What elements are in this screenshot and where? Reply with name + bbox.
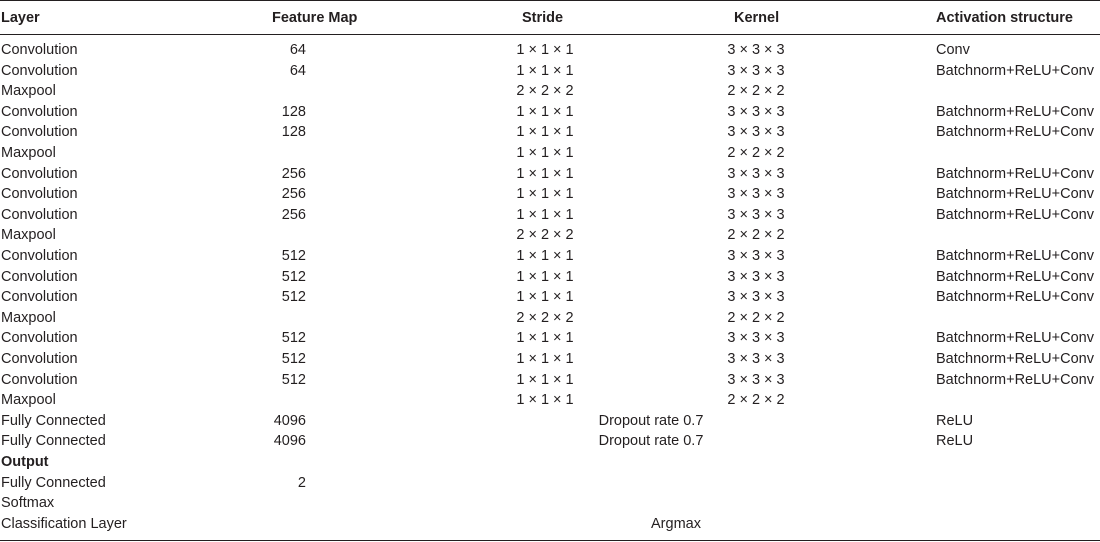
cell-merged-stride-kernel: Dropout rate 0.7 xyxy=(598,412,704,429)
cell-stride: 2 × 2 × 2 xyxy=(516,309,574,326)
cell-kernel: 3 × 3 × 3 xyxy=(727,371,785,388)
cell-merged-stride-kernel: Dropout rate 0.7 xyxy=(598,433,704,450)
cell-kernel: 3 × 3 × 3 xyxy=(727,124,785,141)
cell-kernel: 3 × 3 × 3 xyxy=(727,62,785,79)
cell-layer: Convolution xyxy=(1,289,78,306)
table-row xyxy=(0,40,1100,61)
cell-activation-structure: Batchnorm+ReLU+Conv xyxy=(936,268,1094,285)
cell-layer: Convolution xyxy=(1,206,78,223)
cell-stride: 1 × 1 × 1 xyxy=(516,206,574,223)
cell-activation-structure: ReLU xyxy=(936,433,974,450)
top-rule xyxy=(0,0,1100,1)
cell-activation-structure: Batchnorm+ReLU+Conv xyxy=(936,289,1094,306)
table-row xyxy=(0,267,1100,288)
table-row xyxy=(0,411,1100,432)
table-row xyxy=(0,102,1100,123)
cell-layer: Fully Connected xyxy=(1,474,106,491)
cell-layer: Maxpool xyxy=(1,392,56,409)
cell-stride: 1 × 1 × 1 xyxy=(516,42,574,58)
cell-kernel: 3 × 3 × 3 xyxy=(727,248,785,264)
cell-activation-structure: ReLU xyxy=(936,412,974,429)
table-row xyxy=(0,390,1100,411)
cell-feature-map: 4096 xyxy=(273,412,306,429)
header-activation-structure: Activation structure xyxy=(936,10,1073,26)
cell-stride: 1 × 1 × 1 xyxy=(516,371,574,388)
table-row xyxy=(0,81,1100,102)
cell-stride: 1 × 1 × 1 xyxy=(516,268,574,285)
cell-layer: Fully Connected xyxy=(1,412,106,429)
cell-kernel: 2 × 2 × 2 xyxy=(727,227,785,244)
cell-feature-map: 512 xyxy=(281,289,306,306)
cell-kernel: 3 × 3 × 3 xyxy=(727,103,785,120)
cell-feature-map: 512 xyxy=(281,248,306,264)
table-row xyxy=(0,246,1100,267)
table-row xyxy=(0,514,1100,535)
cell-kernel: 3 × 3 × 3 xyxy=(727,206,785,223)
cell-feature-map: 256 xyxy=(281,206,306,223)
cell-activation-structure: Batchnorm+ReLU+Conv xyxy=(936,186,1094,203)
cell-layer: Convolution xyxy=(1,330,78,347)
cell-feature-map: 256 xyxy=(281,165,306,182)
table-row xyxy=(0,308,1100,329)
bottom-rule xyxy=(0,540,1100,541)
cell-stride: 1 × 1 × 1 xyxy=(516,165,574,182)
cell-feature-map: 64 xyxy=(289,42,306,58)
cell-kernel: 3 × 3 × 3 xyxy=(727,268,785,285)
cell-kernel: 3 × 3 × 3 xyxy=(727,186,785,203)
cell-layer: Convolution xyxy=(1,186,78,203)
cell-feature-map: 4096 xyxy=(273,433,306,450)
cell-stride: 1 × 1 × 1 xyxy=(516,248,574,264)
cell-stride: 1 × 1 × 1 xyxy=(516,289,574,306)
header-layer: Layer xyxy=(1,10,40,26)
cell-activation-structure: Batchnorm+ReLU+Conv xyxy=(936,103,1094,120)
cell-layer: Maxpool xyxy=(1,309,56,326)
cell-activation-structure: Batchnorm+ReLU+Conv xyxy=(936,165,1094,182)
cell-activation-structure: Batchnorm+ReLU+Conv xyxy=(936,206,1094,223)
cell-kernel: 3 × 3 × 3 xyxy=(727,289,785,306)
cell-activation-structure: Batchnorm+ReLU+Conv xyxy=(936,62,1094,79)
table-row xyxy=(0,61,1100,82)
cell-stride: 1 × 1 × 1 xyxy=(516,186,574,203)
cell-layer: Fully Connected xyxy=(1,433,106,450)
cell-feature-map: 512 xyxy=(281,371,306,388)
table-row xyxy=(0,328,1100,349)
header-stride: Stride xyxy=(522,10,564,26)
table-row xyxy=(0,225,1100,246)
cell-feature-map: 512 xyxy=(281,351,306,367)
cell-feature-map: 2 xyxy=(297,474,306,491)
cell-stride: 1 × 1 × 1 xyxy=(516,103,574,120)
cell-layer: Softmax xyxy=(1,495,55,512)
cell-feature-map: 512 xyxy=(281,330,306,347)
table-row xyxy=(0,431,1100,452)
table-row xyxy=(0,452,1100,473)
cell-layer: Output xyxy=(1,454,49,470)
cell-activation-structure: Batchnorm+ReLU+Conv xyxy=(936,248,1094,264)
cell-layer: Convolution xyxy=(1,165,78,182)
table-row xyxy=(0,287,1100,308)
cell-layer: Convolution xyxy=(1,103,78,120)
cell-stride: 1 × 1 × 1 xyxy=(516,145,574,161)
cell-layer: Convolution xyxy=(1,62,78,79)
cell-layer: Convolution xyxy=(1,42,78,58)
table-row xyxy=(0,473,1100,494)
cell-activation-structure: Batchnorm+ReLU+Conv xyxy=(936,124,1094,141)
cell-kernel: 2 × 2 × 2 xyxy=(727,145,785,161)
cell-kernel: 3 × 3 × 3 xyxy=(727,42,785,58)
header-rule xyxy=(0,34,1100,35)
cell-layer: Convolution xyxy=(1,248,78,264)
cell-activation-structure: Batchnorm+ReLU+Conv xyxy=(936,330,1094,347)
table-row xyxy=(0,184,1100,205)
cell-layer: Convolution xyxy=(1,351,78,367)
table-row xyxy=(0,205,1100,226)
cell-stride: 1 × 1 × 1 xyxy=(516,392,574,409)
table-row xyxy=(0,143,1100,164)
cell-feature-map: 128 xyxy=(281,103,306,120)
cell-stride: 2 × 2 × 2 xyxy=(516,83,574,100)
cell-stride: 1 × 1 × 1 xyxy=(516,351,574,367)
cell-layer: Convolution xyxy=(1,124,78,141)
cell-layer: Maxpool xyxy=(1,227,56,244)
cell-activation-structure: Batchnorm+ReLU+Conv xyxy=(936,371,1094,388)
cell-feature-map: 128 xyxy=(281,124,306,141)
cell-merged-stride-kernel: Argmax xyxy=(651,515,701,532)
cell-stride: 1 × 1 × 1 xyxy=(516,124,574,141)
cell-activation-structure: Conv xyxy=(936,42,970,58)
cell-layer: Maxpool xyxy=(1,83,56,100)
table-row xyxy=(0,122,1100,143)
cell-kernel: 3 × 3 × 3 xyxy=(727,351,785,367)
table-row xyxy=(0,164,1100,185)
header-feature-map: Feature Map xyxy=(272,10,358,26)
cell-kernel: 2 × 2 × 2 xyxy=(727,309,785,326)
table-row xyxy=(0,370,1100,391)
cell-stride: 1 × 1 × 1 xyxy=(516,62,574,79)
table-row xyxy=(0,349,1100,370)
header-kernel: Kernel xyxy=(734,10,780,26)
cell-layer: Maxpool xyxy=(1,145,56,161)
cell-stride: 1 × 1 × 1 xyxy=(516,330,574,347)
cell-kernel: 2 × 2 × 2 xyxy=(727,392,785,409)
cell-layer: Convolution xyxy=(1,268,78,285)
cell-layer: Convolution xyxy=(1,371,78,388)
cell-feature-map: 512 xyxy=(281,268,306,285)
cell-kernel: 2 × 2 × 2 xyxy=(727,83,785,100)
cell-kernel: 3 × 3 × 3 xyxy=(727,165,785,182)
cell-stride: 2 × 2 × 2 xyxy=(516,227,574,244)
cell-feature-map: 64 xyxy=(289,62,306,79)
table-row xyxy=(0,493,1100,514)
cell-activation-structure: Batchnorm+ReLU+Conv xyxy=(936,351,1094,367)
cell-feature-map: 256 xyxy=(281,186,306,203)
cell-layer: Classification Layer xyxy=(1,515,127,532)
cell-kernel: 3 × 3 × 3 xyxy=(727,330,785,347)
